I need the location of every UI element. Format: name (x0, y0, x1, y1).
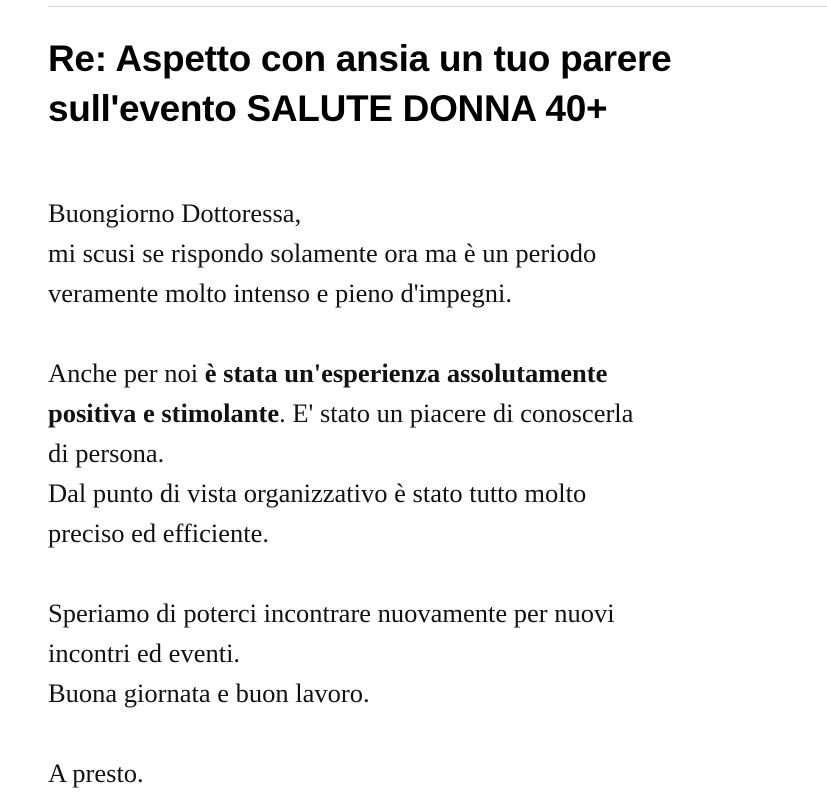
body-line: incontri ed eventi. (48, 638, 241, 668)
bold-highlight: positiva e stimolante (48, 398, 280, 428)
body-line: Dal punto di vista organizzativo è stato tutto molto (48, 478, 587, 508)
body-line: di persona. (48, 438, 165, 468)
email-subject: Re: Aspetto con ansia un tuo parere sull'evento SALUTE DONNA 40+ (48, 38, 672, 129)
paragraph-closing (48, 753, 818, 793)
body-line: mi scusi se rispondo solamente ora ma è un periodo (48, 238, 597, 268)
body-line: Speriamo di poterci incontrare nuovamente per nuovi (48, 598, 615, 628)
email-body (48, 193, 818, 793)
paragraph-wishes (48, 593, 818, 713)
body-line: veramente molto intenso e pieno d'impegni. (48, 278, 512, 308)
greeting-line: Buongiorno Dottoressa, (48, 198, 302, 228)
paragraph-feedback (48, 353, 818, 553)
body-line: Buona giornata e buon lavoro. (48, 678, 370, 708)
header-divider (48, 6, 827, 7)
bold-highlight: è stata un'esperienza assolutamente (204, 358, 608, 388)
body-text: Anche per noi (48, 358, 205, 388)
closing-line: A presto. (48, 758, 144, 788)
paragraph-greeting (48, 193, 818, 313)
body-line: preciso ed efficiente. (48, 518, 269, 548)
body-text: . E' stato un piacere di conoscerla (279, 398, 634, 428)
